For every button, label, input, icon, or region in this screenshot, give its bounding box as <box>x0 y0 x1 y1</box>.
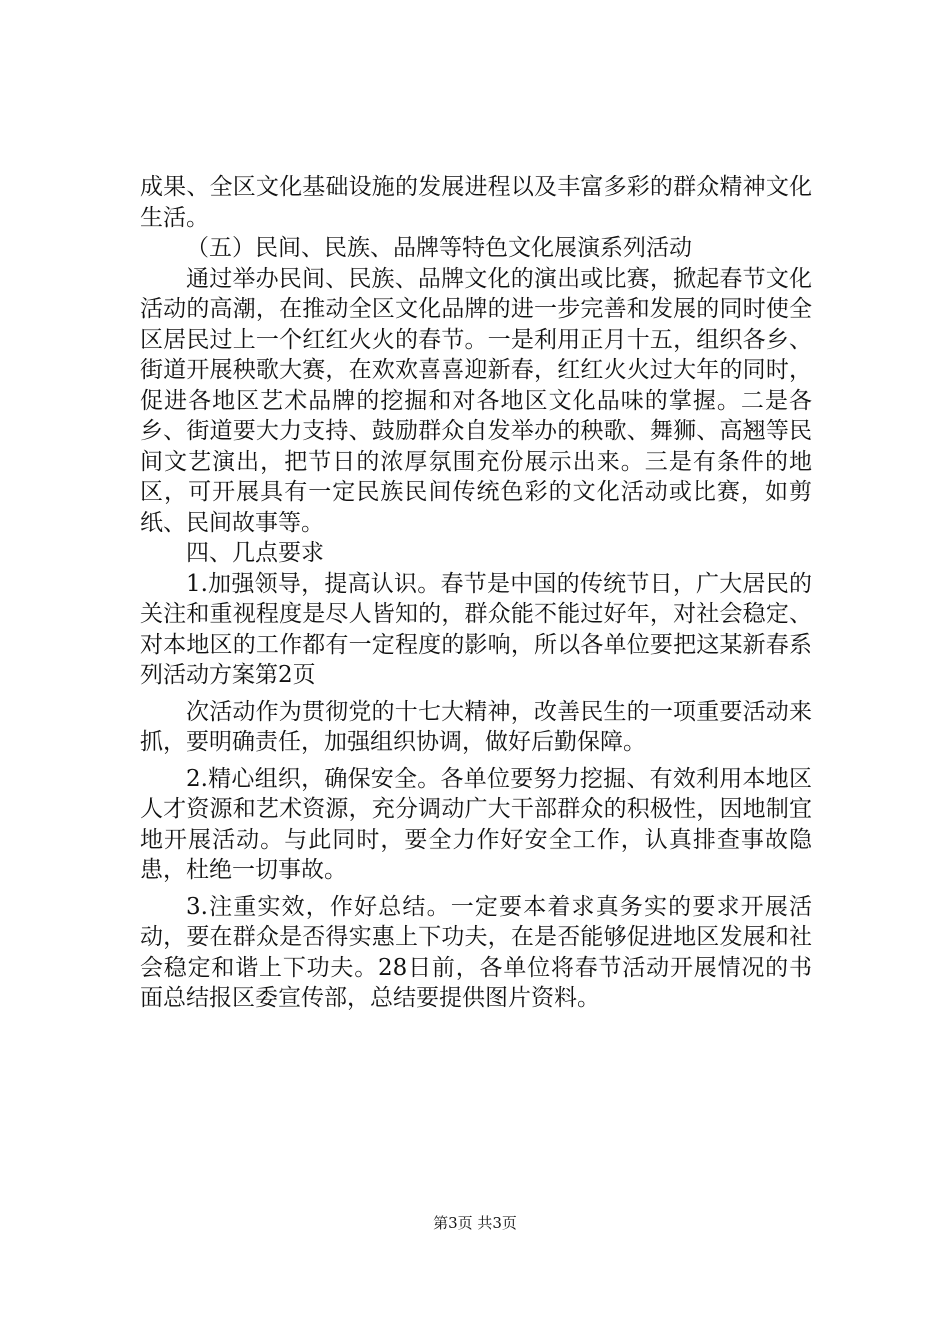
paragraph-3: 通过举办民间、民族、品牌文化的演出或比赛，掀起春节文化活动的高潮，在推动全区文化品牌的进一步完善和发展的同时使全区居民过上一个红红火火的春节。一是利用正月十五，组织各乡、街道开展秧歌大赛，在欢欢喜喜迎新春，红红火火过大年的同时，促进各地区艺术品牌的挖掘和对各地区文化品味的掌握。二是各乡、街道要大力支持、鼓励群众自发举办的秧歌、舞狮、高翘等民间文艺演出，把节日的浓厚氛围充份展示出来。三是有条件的地区，可开展具有一定民族民间传统色彩的文化活动或比赛，如剪纸、民间故事等。 <box>140 265 812 536</box>
page-number-footer: 第3页 共3页 <box>433 1214 517 1232</box>
paragraph-requirement-3: 3.注重实效，作好总结。一定要本着求真务实的要求开展活动，要在群众是否得实惠上下功夫，在是否能够促进地区发展和社会稳定和谐上下功夫。28日前，各单位将春节活动开展情况的书面总结报区委宣传部，总结要提供图片资料。 <box>140 893 812 1011</box>
paragraph-requirement-2: 2.精心组织，确保安全。各单位要努力挖掘、有效利用本地区人才资源和艺术资源，充分调动广大干部群众的积极性，因地制宜地开展活动。与此同时，要全力作好安全工作，认真排查事故隐患，杜绝一切事故。 <box>140 765 812 883</box>
paragraph-requirement-1: 1.加强领导，提高认识。春节是中国的传统节日，广大居民的关注和重视程度是尽人皆知的，群众能不能过好年，对社会稳定、对本地区的工作都有一定程度的影响，所以各单位要把这某新春系列活动方案第2页 <box>140 570 812 688</box>
heading-section-four: 四、几点要求 <box>186 540 324 566</box>
heading-section-five: （五）民间、民族、品牌等特色文化展演系列活动 <box>186 235 692 261</box>
document-body <box>140 172 812 1014</box>
paragraph-requirement-1-cont: 次活动作为贯彻党的十七大精神，改善民生的一项重要活动来抓，要明确责任，加强组织协调，做好后勤保障。 <box>140 698 812 755</box>
paragraph-1: 成果、全区文化基础设施的发展进程以及丰富多彩的群众精神文化生活。 <box>140 174 812 231</box>
